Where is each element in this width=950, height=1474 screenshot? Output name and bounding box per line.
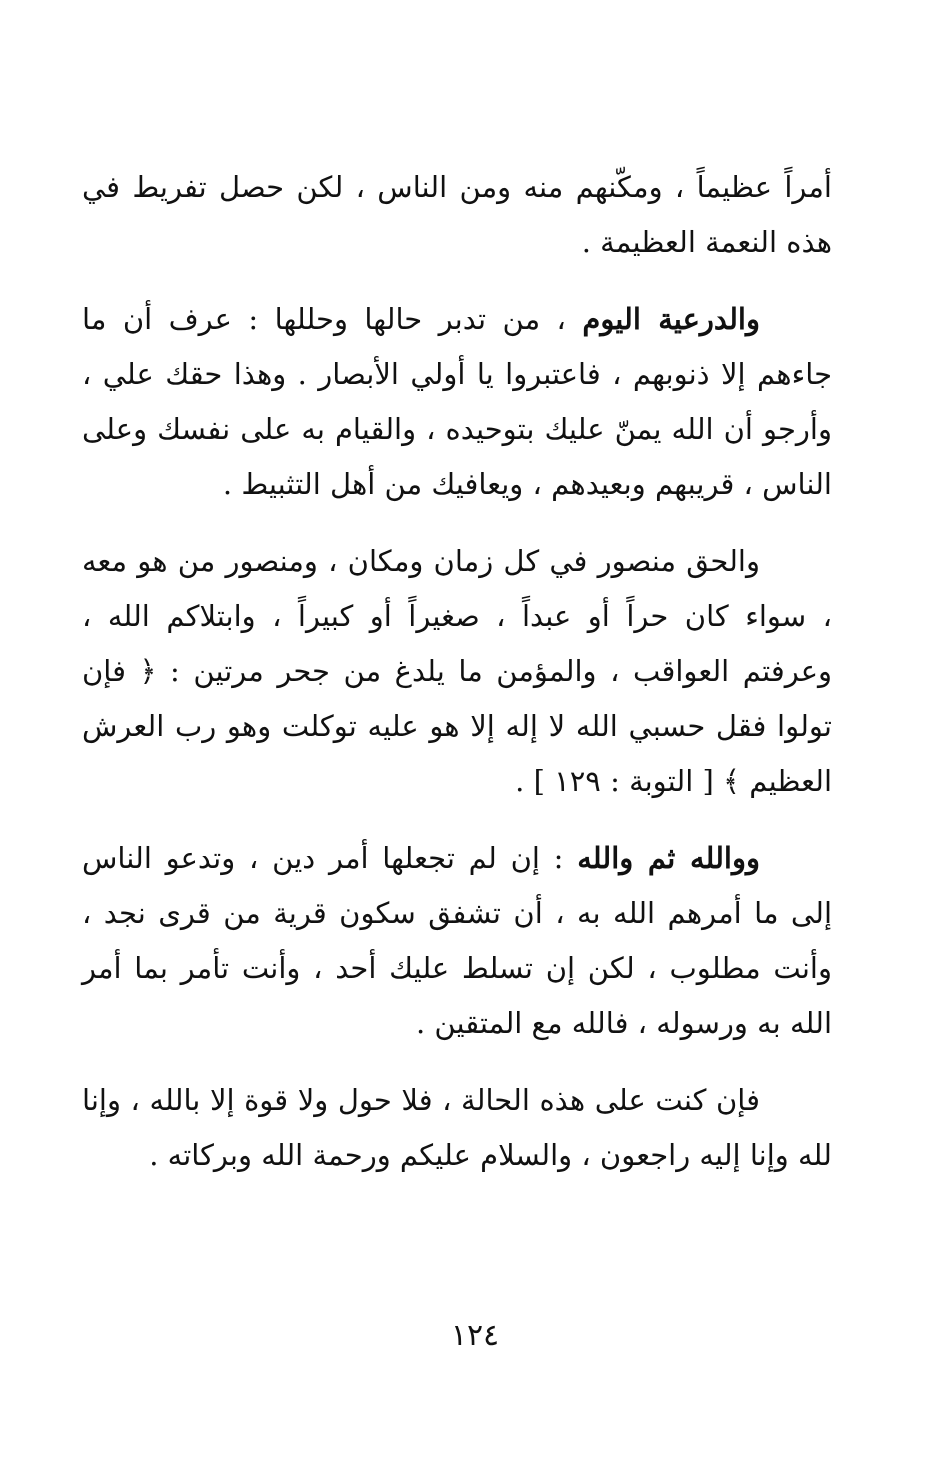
paragraph-2-lead: والدرعية اليوم: [582, 302, 760, 336]
paragraph-5: [82, 1073, 832, 1183]
paragraph-3-text: والحق منصور في كل زمان ومكان ، ومنصور من هو معه ، سواء كان حراً أو عبداً ، صغيراً أو كبيراً ، وابتلاكم الله ، وعرفتم العواقب ، والمؤمن ما يلدغ من جحر مرتين : ﴿ فإن تولوا فقل حسبي الله لا إله إلا هو عليه توكلت وهو رب العرش العظيم ﴾ [ التوبة : ١٢٩ ] .: [82, 544, 832, 798]
paragraph-1: [82, 160, 832, 270]
paragraph-1-text: أمراً عظيماً ، ومكّنهم منه ومن الناس ، لكن حصل تفريط في هذه النعمة العظيمة .: [82, 170, 832, 259]
paragraph-4-lead: ووالله ثم والله: [577, 841, 760, 875]
paragraph-4: [82, 831, 832, 1051]
page-body: [82, 160, 832, 1183]
paragraph-3: [82, 534, 832, 809]
page-number: ١٢٤: [450, 1318, 500, 1353]
paragraph-2-text: ، من تدبر حالها وحللها : عرف أن ما جاءهم إلا ذنوبهم ، فاعتبروا يا أولي الأبصار . وهذا حقك علي ، وأرجو أن الله يمنّ عليك بتوحيده ، والقيام به على نفسك وعلى الناس ، قريبهم وبعيدهم ، ويعافيك من أهل التثبيط .: [82, 302, 832, 501]
paragraph-4-text: : إن لم تجعلها أمر دين ، وتدعو الناس إلى ما أمرهم الله به ، أن تشفق سكون قرية من قرى نجد ، وأنت مطلوب ، لكن إن تسلط عليك أحد ، وأنت تأمر بما أمر الله به ورسوله ، فالله مع المتقين .: [82, 841, 832, 1040]
paragraph-2: [82, 292, 832, 512]
paragraph-5-text: فإن كنت على هذه الحالة ، فلا حول ولا قوة إلا بالله ، وإنا لله وإنا إليه راجعون ، والسلام عليكم ورحمة الله وبركاته .: [82, 1083, 832, 1172]
